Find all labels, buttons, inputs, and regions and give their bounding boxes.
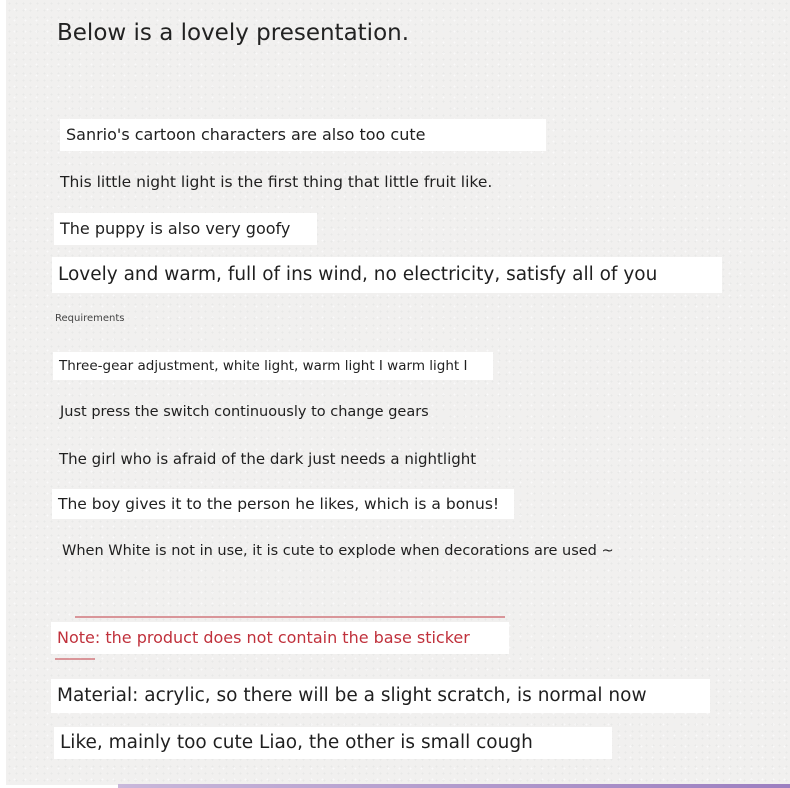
intro-line-2: This little night light is the first thing that little fruit like. [60, 173, 493, 191]
page-heading: Below is a lovely presentation. [57, 20, 410, 46]
note-decoration-bottom [55, 658, 95, 660]
requirement-line-5: When White is not in use, it is cute to explode when decorations are used ~ [62, 543, 614, 559]
intro-line-4: Lovely and warm, full of ins wind, no electricity, satisfy all of you [52, 257, 722, 293]
product-note: Note: the product does not contain the base sticker [51, 622, 509, 654]
requirement-line-4: The boy gives it to the person he likes, which is a bonus! [52, 489, 514, 519]
requirement-line-2: Just press the switch continuously to change gears [60, 404, 429, 420]
closing-line-2: Like, mainly too cute Liao, the other is small cough [54, 727, 612, 759]
paper-background [6, 0, 790, 785]
note-decoration-top [75, 616, 505, 618]
requirements-label: Requirements [55, 313, 125, 324]
bottom-accent-bar [118, 784, 790, 788]
intro-line-1: Sanrio's cartoon characters are also too cute [60, 119, 546, 151]
closing-line-1: Material: acrylic, so there will be a slight scratch, is normal now [51, 679, 710, 713]
requirement-line-3: The girl who is afraid of the dark just needs a nightlight [59, 450, 477, 468]
requirement-line-1: Three-gear adjustment, white light, warm light I warm light I [53, 352, 493, 380]
intro-line-3: The puppy is also very goofy [54, 213, 317, 245]
